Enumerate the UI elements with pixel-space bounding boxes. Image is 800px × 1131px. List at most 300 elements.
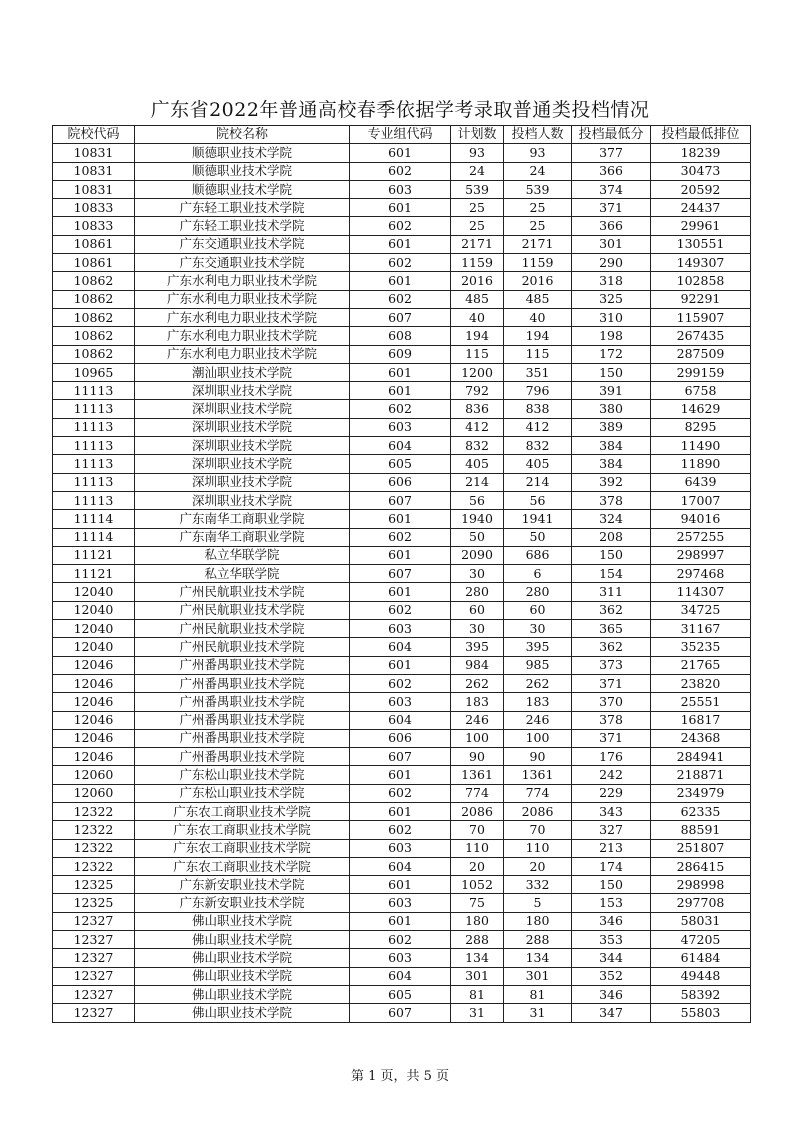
- cell-group-code: 607: [350, 565, 451, 583]
- cell-school-code: 10833: [53, 199, 135, 217]
- cell-min-score: 362: [572, 638, 651, 656]
- cell-min-rank: 20592: [651, 180, 751, 198]
- cell-min-rank: 49448: [651, 967, 751, 985]
- cell-admitted-count: 134: [504, 949, 572, 967]
- cell-school-name: 广州番禺职业技术学院: [135, 729, 350, 747]
- cell-min-rank: 251807: [651, 839, 751, 857]
- cell-min-score: 370: [572, 693, 651, 711]
- cell-min-score: 391: [572, 382, 651, 400]
- cell-school-name: 深圳职业技术学院: [135, 491, 350, 509]
- cell-plan-count: 30: [451, 620, 504, 638]
- cell-plan-count: 50: [451, 528, 504, 546]
- cell-group-code: 604: [350, 711, 451, 729]
- cell-min-score: 327: [572, 821, 651, 839]
- cell-group-code: 601: [350, 583, 451, 601]
- table-row: [53, 491, 751, 509]
- cell-school-name: 广东南华工商职业学院: [135, 528, 350, 546]
- cell-school-code: 12046: [53, 656, 135, 674]
- cell-admitted-count: 183: [504, 693, 572, 711]
- cell-school-name: 广东松山职业技术学院: [135, 784, 350, 802]
- cell-admitted-count: 280: [504, 583, 572, 601]
- cell-plan-count: 1940: [451, 510, 504, 528]
- cell-school-code: 12327: [53, 931, 135, 949]
- cell-min-score: 154: [572, 565, 651, 583]
- cell-min-score: 172: [572, 345, 651, 363]
- cell-school-code: 10965: [53, 363, 135, 381]
- cell-min-score: 373: [572, 656, 651, 674]
- cell-plan-count: 81: [451, 985, 504, 1003]
- cell-min-rank: 298998: [651, 876, 751, 894]
- cell-group-code: 602: [350, 674, 451, 692]
- cell-min-rank: 24368: [651, 729, 751, 747]
- cell-admitted-count: 56: [504, 491, 572, 509]
- cell-admitted-count: 351: [504, 363, 572, 381]
- table-row: [53, 1004, 751, 1022]
- cell-min-rank: 297708: [651, 894, 751, 912]
- cell-group-code: 602: [350, 254, 451, 272]
- cell-school-name: 佛山职业技术学院: [135, 949, 350, 967]
- cell-admitted-count: 838: [504, 400, 572, 418]
- cell-school-name: 深圳职业技术学院: [135, 382, 350, 400]
- cell-school-code: 12322: [53, 839, 135, 857]
- cell-min-rank: 11890: [651, 455, 751, 473]
- cell-school-name: 广东水利电力职业技术学院: [135, 308, 350, 326]
- cell-admitted-count: 1941: [504, 510, 572, 528]
- cell-plan-count: 110: [451, 839, 504, 857]
- cell-group-code: 601: [350, 546, 451, 564]
- cell-plan-count: 792: [451, 382, 504, 400]
- cell-min-score: 392: [572, 473, 651, 491]
- cell-school-code: 11114: [53, 510, 135, 528]
- cell-min-score: 377: [572, 144, 651, 162]
- cell-min-rank: 284941: [651, 748, 751, 766]
- cell-min-rank: 8295: [651, 418, 751, 436]
- cell-min-rank: 149307: [651, 254, 751, 272]
- cell-school-code: 12325: [53, 876, 135, 894]
- cell-admitted-count: 796: [504, 382, 572, 400]
- cell-school-code: 10831: [53, 144, 135, 162]
- table-row: [53, 327, 751, 345]
- cell-plan-count: 115: [451, 345, 504, 363]
- cell-school-name: 广东农工商职业技术学院: [135, 839, 350, 857]
- cell-min-score: 150: [572, 876, 651, 894]
- cell-school-code: 10861: [53, 254, 135, 272]
- cell-plan-count: 2016: [451, 272, 504, 290]
- cell-admitted-count: 31: [504, 1004, 572, 1022]
- cell-school-name: 佛山职业技术学院: [135, 967, 350, 985]
- cell-school-name: 广东新安职业技术学院: [135, 876, 350, 894]
- table-row: [53, 546, 751, 564]
- cell-admitted-count: 60: [504, 601, 572, 619]
- cell-admitted-count: 30: [504, 620, 572, 638]
- cell-school-name: 佛山职业技术学院: [135, 912, 350, 930]
- cell-admitted-count: 6: [504, 565, 572, 583]
- cell-school-code: 10862: [53, 272, 135, 290]
- header-group-code: 专业组代码: [350, 126, 451, 144]
- table-row: [53, 821, 751, 839]
- cell-school-code: 12040: [53, 638, 135, 656]
- cell-min-score: 371: [572, 199, 651, 217]
- cell-school-name: 广东水利电力职业技术学院: [135, 345, 350, 363]
- cell-plan-count: 2090: [451, 546, 504, 564]
- table-row: [53, 949, 751, 967]
- cell-school-code: 10862: [53, 327, 135, 345]
- cell-min-rank: 18239: [651, 144, 751, 162]
- table-row: [53, 272, 751, 290]
- table-row: [53, 180, 751, 198]
- cell-school-code: 12040: [53, 583, 135, 601]
- cell-min-score: 344: [572, 949, 651, 967]
- cell-admitted-count: 24: [504, 162, 572, 180]
- table-row: [53, 894, 751, 912]
- cell-admitted-count: 301: [504, 967, 572, 985]
- cell-plan-count: 246: [451, 711, 504, 729]
- table-row: [53, 638, 751, 656]
- cell-plan-count: 40: [451, 308, 504, 326]
- table-row: [53, 620, 751, 638]
- cell-admitted-count: 194: [504, 327, 572, 345]
- cell-school-name: 广州民航职业技术学院: [135, 601, 350, 619]
- cell-admitted-count: 90: [504, 748, 572, 766]
- table-row: [53, 583, 751, 601]
- cell-min-rank: 58031: [651, 912, 751, 930]
- cell-plan-count: 70: [451, 821, 504, 839]
- cell-min-rank: 92291: [651, 290, 751, 308]
- cell-group-code: 601: [350, 272, 451, 290]
- cell-min-rank: 35235: [651, 638, 751, 656]
- cell-min-rank: 267435: [651, 327, 751, 345]
- cell-min-score: 346: [572, 912, 651, 930]
- cell-min-score: 352: [572, 967, 651, 985]
- cell-school-name: 广州民航职业技术学院: [135, 620, 350, 638]
- cell-plan-count: 2086: [451, 802, 504, 820]
- cell-school-code: 11113: [53, 418, 135, 436]
- cell-plan-count: 288: [451, 931, 504, 949]
- cell-school-name: 佛山职业技术学院: [135, 931, 350, 949]
- cell-min-rank: 115907: [651, 308, 751, 326]
- cell-admitted-count: 214: [504, 473, 572, 491]
- cell-school-name: 顺德职业技术学院: [135, 162, 350, 180]
- cell-min-score: 347: [572, 1004, 651, 1022]
- table-row: [53, 235, 751, 253]
- cell-school-code: 11121: [53, 565, 135, 583]
- table-row: [53, 985, 751, 1003]
- cell-min-rank: 287509: [651, 345, 751, 363]
- cell-group-code: 602: [350, 290, 451, 308]
- cell-min-rank: 21765: [651, 656, 751, 674]
- cell-group-code: 602: [350, 931, 451, 949]
- cell-min-rank: 257255: [651, 528, 751, 546]
- table-row: [53, 967, 751, 985]
- cell-group-code: 601: [350, 802, 451, 820]
- cell-admitted-count: 262: [504, 674, 572, 692]
- cell-admitted-count: 50: [504, 528, 572, 546]
- table-row: [53, 363, 751, 381]
- cell-school-name: 私立华联学院: [135, 565, 350, 583]
- cell-min-score: 378: [572, 711, 651, 729]
- cell-school-code: 10861: [53, 235, 135, 253]
- cell-school-code: 12327: [53, 912, 135, 930]
- cell-group-code: 607: [350, 1004, 451, 1022]
- cell-min-rank: 31167: [651, 620, 751, 638]
- cell-group-code: 606: [350, 473, 451, 491]
- cell-school-name: 广州民航职业技术学院: [135, 583, 350, 601]
- cell-plan-count: 214: [451, 473, 504, 491]
- cell-school-code: 12046: [53, 748, 135, 766]
- cell-admitted-count: 485: [504, 290, 572, 308]
- table-row: [53, 217, 751, 235]
- cell-plan-count: 180: [451, 912, 504, 930]
- cell-school-code: 10831: [53, 180, 135, 198]
- cell-min-rank: 11490: [651, 437, 751, 455]
- cell-school-code: 12327: [53, 985, 135, 1003]
- cell-plan-count: 1159: [451, 254, 504, 272]
- cell-min-rank: 286415: [651, 857, 751, 875]
- table-row: [53, 857, 751, 875]
- header-school-code: 院校代码: [53, 126, 135, 144]
- cell-group-code: 602: [350, 784, 451, 802]
- table-row: [53, 784, 751, 802]
- cell-school-code: 12327: [53, 967, 135, 985]
- cell-admitted-count: 2086: [504, 802, 572, 820]
- cell-school-name: 顺德职业技术学院: [135, 144, 350, 162]
- page-title: 广东省2022年普通高校春季依据学考录取普通类投档情况: [150, 99, 650, 121]
- cell-group-code: 603: [350, 949, 451, 967]
- cell-school-code: 12046: [53, 729, 135, 747]
- header-school-name: 院校名称: [135, 126, 350, 144]
- cell-min-score: 389: [572, 418, 651, 436]
- table-row: [53, 839, 751, 857]
- cell-min-score: 198: [572, 327, 651, 345]
- cell-admitted-count: 2016: [504, 272, 572, 290]
- cell-school-code: 12040: [53, 601, 135, 619]
- cell-plan-count: 30: [451, 565, 504, 583]
- cell-min-score: 150: [572, 363, 651, 381]
- cell-group-code: 601: [350, 766, 451, 784]
- cell-min-score: 208: [572, 528, 651, 546]
- cell-school-name: 佛山职业技术学院: [135, 985, 350, 1003]
- cell-school-name: 深圳职业技术学院: [135, 418, 350, 436]
- header-row: [53, 126, 751, 144]
- cell-admitted-count: 246: [504, 711, 572, 729]
- table-row: [53, 601, 751, 619]
- cell-min-score: 366: [572, 217, 651, 235]
- cell-min-score: 374: [572, 180, 651, 198]
- cell-plan-count: 24: [451, 162, 504, 180]
- cell-min-rank: 58392: [651, 985, 751, 1003]
- cell-admitted-count: 25: [504, 199, 572, 217]
- cell-min-rank: 218871: [651, 766, 751, 784]
- cell-min-rank: 29961: [651, 217, 751, 235]
- table-row: [53, 528, 751, 546]
- cell-school-code: 12040: [53, 620, 135, 638]
- cell-school-code: 11114: [53, 528, 135, 546]
- header-plan-count: 计划数: [451, 126, 504, 144]
- cell-group-code: 604: [350, 437, 451, 455]
- cell-min-rank: 47205: [651, 931, 751, 949]
- cell-admitted-count: 25: [504, 217, 572, 235]
- cell-plan-count: 301: [451, 967, 504, 985]
- cell-admitted-count: 180: [504, 912, 572, 930]
- cell-min-rank: 23820: [651, 674, 751, 692]
- cell-admitted-count: 115: [504, 345, 572, 363]
- cell-school-code: 12325: [53, 894, 135, 912]
- cell-plan-count: 20: [451, 857, 504, 875]
- cell-group-code: 603: [350, 418, 451, 436]
- cell-group-code: 607: [350, 491, 451, 509]
- cell-plan-count: 90: [451, 748, 504, 766]
- cell-min-score: 318: [572, 272, 651, 290]
- cell-plan-count: 262: [451, 674, 504, 692]
- cell-group-code: 601: [350, 235, 451, 253]
- table-row: [53, 400, 751, 418]
- cell-group-code: 601: [350, 656, 451, 674]
- cell-min-score: 242: [572, 766, 651, 784]
- cell-school-code: 11113: [53, 455, 135, 473]
- cell-plan-count: 1052: [451, 876, 504, 894]
- cell-group-code: 604: [350, 638, 451, 656]
- table-row: [53, 876, 751, 894]
- table-row: [53, 199, 751, 217]
- table-row: [53, 254, 751, 272]
- cell-min-score: 213: [572, 839, 651, 857]
- table-row: [53, 144, 751, 162]
- cell-plan-count: 412: [451, 418, 504, 436]
- cell-min-score: 301: [572, 235, 651, 253]
- cell-plan-count: 774: [451, 784, 504, 802]
- cell-min-score: 343: [572, 802, 651, 820]
- cell-school-code: 12322: [53, 821, 135, 839]
- admission-table: [52, 125, 751, 1023]
- cell-plan-count: 93: [451, 144, 504, 162]
- cell-min-rank: 6758: [651, 382, 751, 400]
- cell-min-rank: 298997: [651, 546, 751, 564]
- cell-admitted-count: 1159: [504, 254, 572, 272]
- cell-plan-count: 100: [451, 729, 504, 747]
- cell-group-code: 603: [350, 894, 451, 912]
- table-row: [53, 510, 751, 528]
- cell-admitted-count: 20: [504, 857, 572, 875]
- cell-min-rank: 94016: [651, 510, 751, 528]
- cell-school-code: 11113: [53, 473, 135, 491]
- cell-admitted-count: 985: [504, 656, 572, 674]
- cell-group-code: 609: [350, 345, 451, 363]
- cell-admitted-count: 2171: [504, 235, 572, 253]
- cell-school-code: 12322: [53, 857, 135, 875]
- cell-min-score: 353: [572, 931, 651, 949]
- cell-min-rank: 61484: [651, 949, 751, 967]
- cell-min-rank: 62335: [651, 802, 751, 820]
- cell-school-code: 11113: [53, 491, 135, 509]
- cell-school-name: 广东农工商职业技术学院: [135, 857, 350, 875]
- cell-group-code: 607: [350, 748, 451, 766]
- cell-group-code: 607: [350, 308, 451, 326]
- cell-min-score: 380: [572, 400, 651, 418]
- cell-admitted-count: 395: [504, 638, 572, 656]
- cell-school-code: 12327: [53, 1004, 135, 1022]
- page-footer: 第 1 页，共 5 页: [350, 1069, 450, 1084]
- cell-admitted-count: 332: [504, 876, 572, 894]
- cell-school-code: 12046: [53, 711, 135, 729]
- cell-group-code: 602: [350, 601, 451, 619]
- cell-school-name: 私立华联学院: [135, 546, 350, 564]
- cell-school-name: 深圳职业技术学院: [135, 400, 350, 418]
- cell-school-code: 10862: [53, 308, 135, 326]
- cell-school-name: 广州番禺职业技术学院: [135, 748, 350, 766]
- cell-plan-count: 194: [451, 327, 504, 345]
- cell-school-name: 潮汕职业技术学院: [135, 363, 350, 381]
- cell-school-name: 广东交通职业技术学院: [135, 254, 350, 272]
- cell-min-score: 311: [572, 583, 651, 601]
- cell-plan-count: 2171: [451, 235, 504, 253]
- cell-min-rank: 299159: [651, 363, 751, 381]
- table-row: [53, 290, 751, 308]
- cell-plan-count: 25: [451, 199, 504, 217]
- cell-school-code: 11113: [53, 400, 135, 418]
- cell-school-code: 12322: [53, 802, 135, 820]
- cell-school-name: 深圳职业技术学院: [135, 473, 350, 491]
- cell-admitted-count: 81: [504, 985, 572, 1003]
- cell-plan-count: 31: [451, 1004, 504, 1022]
- cell-min-score: 153: [572, 894, 651, 912]
- cell-school-name: 深圳职业技术学院: [135, 437, 350, 455]
- cell-min-rank: 34725: [651, 601, 751, 619]
- cell-admitted-count: 412: [504, 418, 572, 436]
- cell-min-rank: 6439: [651, 473, 751, 491]
- cell-school-code: 10831: [53, 162, 135, 180]
- cell-group-code: 604: [350, 857, 451, 875]
- cell-school-code: 12060: [53, 766, 135, 784]
- table-row: [53, 912, 751, 930]
- cell-group-code: 603: [350, 693, 451, 711]
- cell-admitted-count: 93: [504, 144, 572, 162]
- header-min-rank: 投档最低排位: [651, 126, 751, 144]
- cell-min-rank: 14629: [651, 400, 751, 418]
- cell-min-rank: 25551: [651, 693, 751, 711]
- cell-school-name: 深圳职业技术学院: [135, 455, 350, 473]
- cell-school-name: 广东松山职业技术学院: [135, 766, 350, 784]
- table-row: [53, 931, 751, 949]
- table-row: [53, 748, 751, 766]
- cell-min-score: 384: [572, 437, 651, 455]
- cell-school-name: 广州番禺职业技术学院: [135, 711, 350, 729]
- cell-min-rank: 130551: [651, 235, 751, 253]
- cell-min-score: 324: [572, 510, 651, 528]
- cell-min-score: 378: [572, 491, 651, 509]
- cell-school-code: 11113: [53, 437, 135, 455]
- cell-school-name: 广东农工商职业技术学院: [135, 802, 350, 820]
- cell-min-score: 176: [572, 748, 651, 766]
- cell-min-rank: 55803: [651, 1004, 751, 1022]
- cell-group-code: 602: [350, 162, 451, 180]
- cell-min-rank: 24437: [651, 199, 751, 217]
- cell-min-rank: 16817: [651, 711, 751, 729]
- cell-admitted-count: 70: [504, 821, 572, 839]
- cell-group-code: 608: [350, 327, 451, 345]
- table-row: [53, 345, 751, 363]
- cell-school-name: 广东新安职业技术学院: [135, 894, 350, 912]
- cell-plan-count: 984: [451, 656, 504, 674]
- cell-group-code: 602: [350, 821, 451, 839]
- cell-min-score: 174: [572, 857, 651, 875]
- cell-group-code: 601: [350, 876, 451, 894]
- cell-min-score: 371: [572, 729, 651, 747]
- table-row: [53, 162, 751, 180]
- table-row: [53, 674, 751, 692]
- table-row: [53, 308, 751, 326]
- table-row: [53, 455, 751, 473]
- cell-school-code: 11113: [53, 382, 135, 400]
